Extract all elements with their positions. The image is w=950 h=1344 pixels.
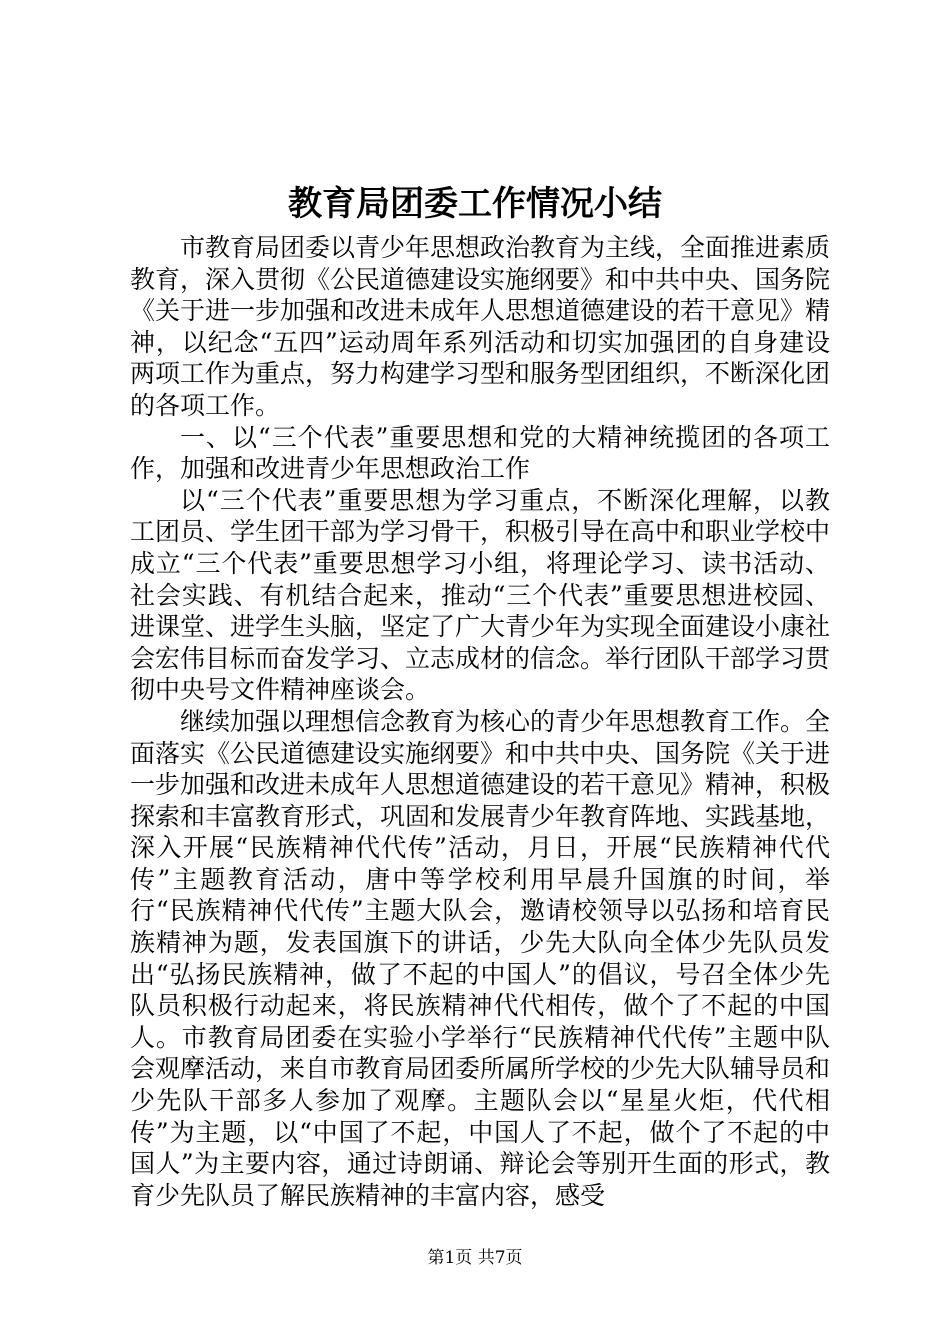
paragraph-section-heading: 一、以“三个代表”重要思想和党的大精神统揽团的各项工作，加强和改进青少年思想政治工作	[130, 422, 830, 484]
paragraph-intro: 市教育局团委以青少年思想政治教育为主线，全面推进素质教育，深入贯彻《公民道德建设实施纲要》和中共中央、国务院《关于进一步加强和改进未成年人思想道德建设的若干意见》精神，以纪念“五四”运动周年系列活动和切实加强团的自身建设两项工作为重点，努力构建学习型和服务型团组织，不断深化团的各项工作。	[130, 233, 831, 420]
paragraph-ideals-education: 继续加强以理想信念教育为核心的青少年思想教育工作。全面落实《公民道德建设实施纲要》和中共中央、国务院《关于进一步加强和改进未成年人思想道德建设的若干意见》精神，积极探索和丰富教育形式，巩固和发展青少年教育阵地、实践基地，深入开展“民族精神代代传”活动，月日，开展“民族精神代代传”主题教育活动，唐中等学校利用早晨升国旗的时间，举行“民族精神代代传”主题大队会，邀请校领导以弘扬和培育民族精神为题，发表国旗下的讲话，少先大队向全体少先队员发出“弘扬民族精神，做了不起的中国人”的倡议，号召全体少先队员积极行动起来，将民族精神代代相传，做个了不起的中国人。市教育局团委在实验小学举行“民族精神代代传”主题中队会观摩活动，来自市教育局团委所属所学校的少先大队辅导员和少先队干部多人参加了观摩。主题队会以“星星火炬，代代相传”为主题，以“中国了不起，中国人了不起，做个了不起的中国人”为主要内容，通过诗朗诵、辩论会等别开生面的形式，教育少先队员了解民族精神的丰富内容，感受	[130, 706, 831, 1210]
page-footer: 第1页 共7页	[427, 1248, 523, 1268]
document-body	[130, 232, 830, 1211]
paragraph-study: 以“三个代表”重要思想为学习重点，不断深化理解，以教工团员、学生团干部为学习骨干，积极引导在高中和职业学校中成立“三个代表”重要思想学习小组，将理论学习、读书活动、社会实践、有机结合起来，推动“三个代表”重要思想进校园、进课堂、进学生头脑，坚定了广大青少年为实现全面建设小康社会宏伟目标而奋发学习、立志成材的信念。举行团队干部学习贯彻中央号文件精神座谈会。	[130, 485, 831, 705]
document-title: 教育局团委工作情况小结	[288, 184, 662, 224]
